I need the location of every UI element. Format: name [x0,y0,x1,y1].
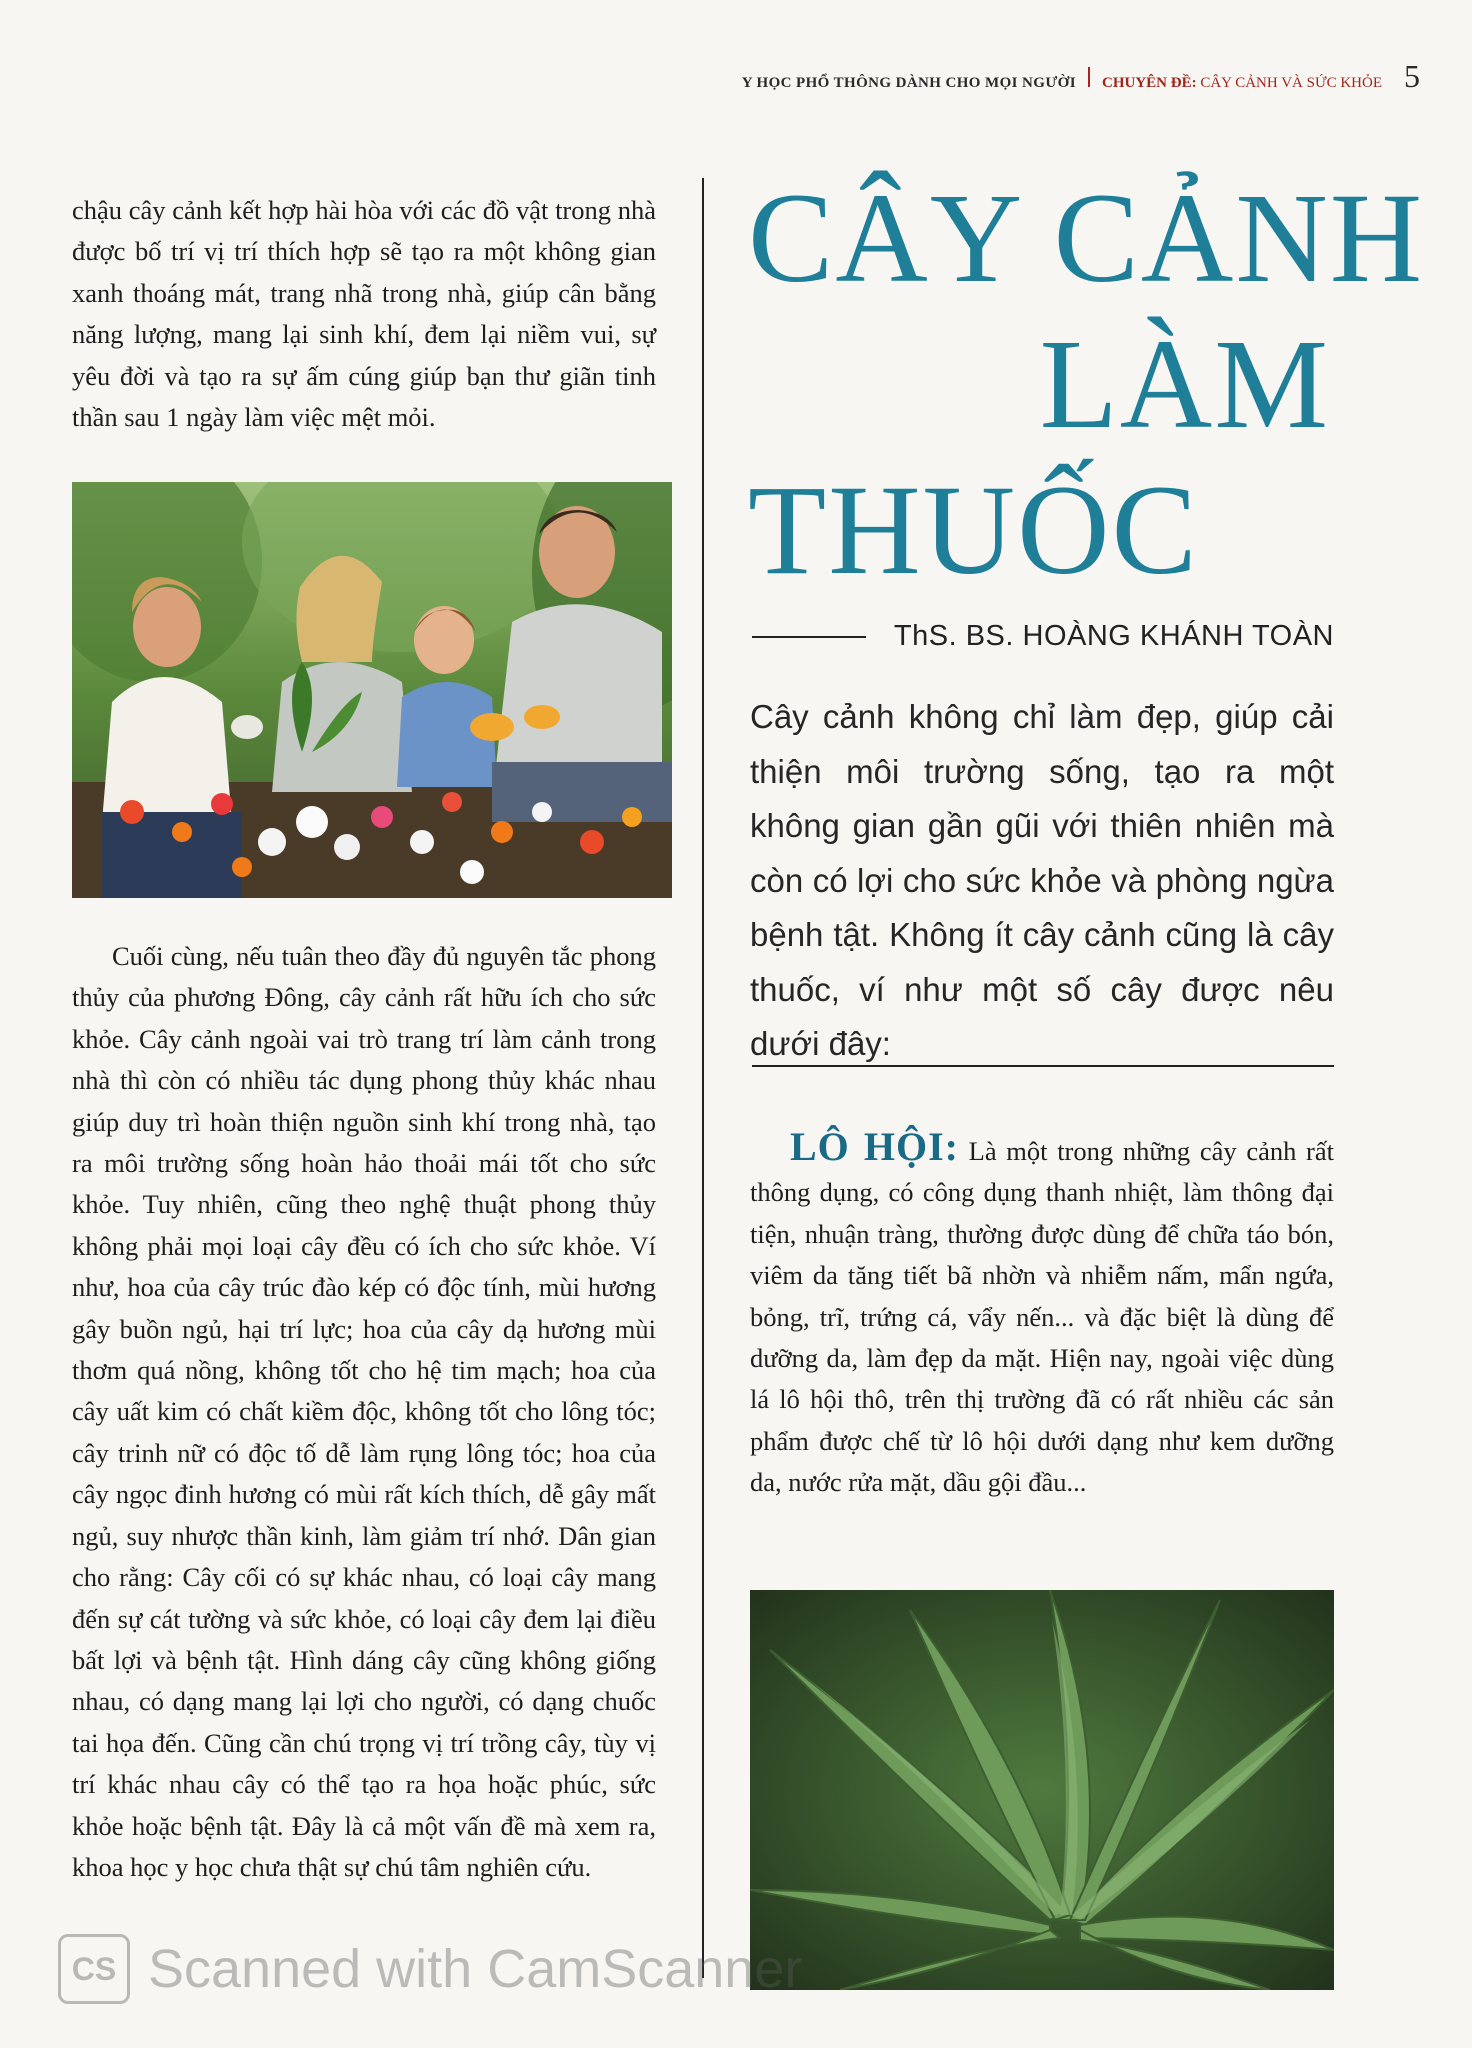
publication-name: Y HỌC PHỔ THÔNG DÀNH CHO MỌI NGƯỜI [741,75,1076,91]
left-paragraph-2: Cuối cùng, nếu tuân theo đầy đủ nguyên tắc phong thủy của phương Đông, cây cảnh rất hữu ích cho sức khỏe. Cây cảnh ngoài vai trò trang trí làm cảnh trong nhà thì còn có nhiều tác dụng phong thủy khác nhau giúp duy trì hoàn thiện nguồn sinh khí trong nhà, tạo ra môi trường sống hoàn hảo thoải mái tốt cho sức khỏe. Tuy nhiên, cũng theo nghệ thuật phong thủy không phải mọi loại cây đều có ích cho sức khỏe. Ví như, hoa của cây trúc đào kép có độc tính, mùi hương gây buồn ngủ, hại trí lực; hoa của cây dạ hương mùi thơm quá nồng, không tốt cho hệ tim mạch; hoa của cây uất kim có chất kiềm độc, không tốt cho lông tóc; cây trinh nữ có độc tố dễ làm rụng lông tóc; hoa của cây ngọc đinh hương có mùi rất kích thích, dễ gây mất ngủ, suy nhược thần kinh, làm giảm trí nhớ. Dân gian cho rằng: Cây cối có sự khác nhau, có loại cây mang đến sự cát tường và sức khỏe, có loại cây đem lại điều bất lợi và bệnh tật. Hình dáng cây cũng không giống nhau, có dạng mang lại lợi cho người, có dạng chuốc tai họa đến. Cũng cần chú trọng vị trí trồng cây, tùy vị trí khác nhau cây có thể tạo ra họa hoặc phúc, sức khỏe hoặc bệnh tật. Đây là cả một vấn đề mà xem ra, khoa học y học chưa thật sự chú tâm nghiên cứu. [72,941,656,1882]
article-title [748,165,1425,603]
lo-hoi-text: Là một trong những cây cảnh rất thông dụng, có công dụng thanh nhiệt, làm thông đại tiện, nhuận tràng, thường được dùng để chữa táo bón, viêm da tăng tiết bã nhờn và nhiễm nấm, mẩn ngứa, bỏng, trĩ, trứng cá, vẩy nến... và đặc biệt là dùng để dưỡng da, làm đẹp da mặt. Hiện nay, ngoài việc dùng lá lô hội thô, trên thị trường đã có rất nhiều các sản phẩm được chế từ lô hội dưới dạng như kem dưỡng da, nước rửa mặt, dầu gội đầu... [750,1136,1334,1498]
topic-name: CÂY CẢNH VÀ SỨC KHỎE [1200,75,1382,91]
column-divider [702,178,704,1978]
left-paragraph-1: chậu cây cảnh kết hợp hài hòa với các đồ vật trong nhà được bố trí vị trí thích hợp sẽ tạo ra một không gian xanh thoáng mát, trang nhã trong nhà, giúp cân bằng năng lượng, mang lại sinh khí, đem lại niềm vui, sự yêu đời và tạo ra sự ấm cúng giúp bạn thư giãn tinh thần sau 1 ngày làm việc mệt mỏi. [72,195,656,433]
aloe-vera-photo [750,1590,1334,1990]
camscanner-logo-icon: CS [58,1934,130,2004]
section-rule [752,1065,1334,1067]
left-column-top [72,190,656,438]
title-line-1: CÂY CẢNH [748,167,1425,309]
byline-rule [752,636,866,638]
topic-label [1102,75,1382,92]
title-line-2: LÀM [1039,313,1330,455]
title-line-3: THUỐC [748,459,1199,601]
family-gardening-photo [72,482,672,898]
page-number: 5 [1404,58,1420,94]
lo-hoi-section [750,1126,1334,1504]
left-column-bottom [72,936,656,1888]
topic-label-prefix: CHUYÊN ĐỀ: [1102,75,1197,91]
article-intro: Cây cảnh không chỉ làm đẹp, giúp cải thiện môi trường sống, tạo ra một không gian gần gũi với thiên nhiên mà còn có lợi cho sức khỏe và phòng ngừa bệnh tật. Không ít cây cảnh cũng là cây thuốc, ví như một số cây được nêu dưới đây: [750,698,1334,1062]
camscanner-watermark [58,1934,802,2004]
author-name: ThS. BS. HOÀNG KHÁNH TOÀN [893,620,1334,652]
watermark-text: Scanned with CamScanner [148,1939,803,1999]
running-header [742,58,1420,95]
lo-hoi-heading: LÔ HỘI: [790,1124,959,1169]
header-divider [1088,67,1090,87]
byline [752,620,1334,653]
